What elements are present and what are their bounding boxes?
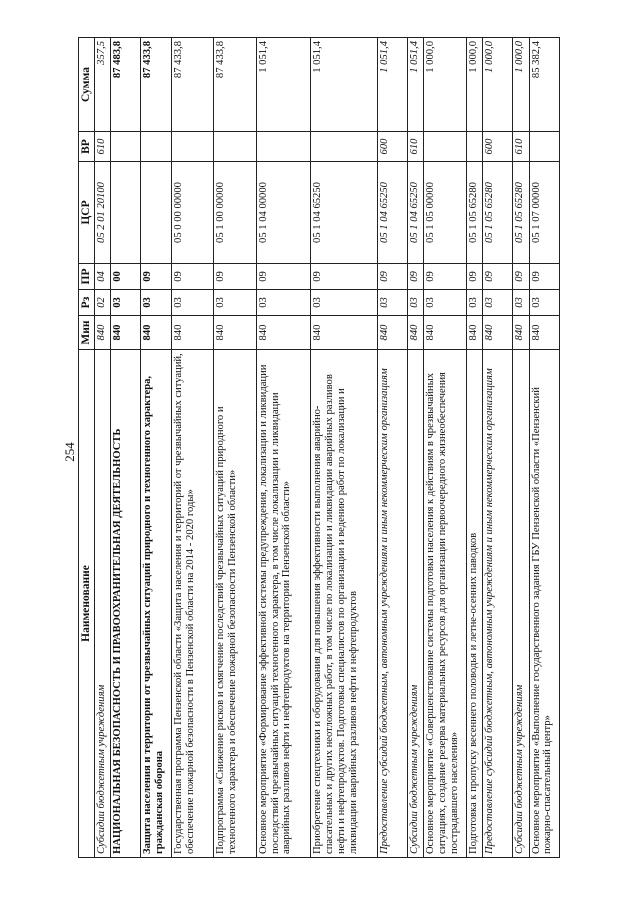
table-row — [424, 38, 466, 858]
cell-pr: 09 — [408, 264, 424, 290]
table-row — [256, 38, 311, 858]
cell-name: Субсидии бюджетным учреждениям — [95, 350, 111, 858]
cell-csr: 05 1 04 65250 — [311, 162, 378, 264]
cell-csr — [141, 162, 171, 264]
cell-vr — [256, 132, 311, 162]
cell-sum: 1 000,0 — [424, 38, 466, 132]
rotated-page-content — [78, 38, 560, 858]
cell-min: 840 — [513, 316, 529, 350]
cell-csr: 05 1 05 65280 — [513, 162, 529, 264]
cell-rz: 03 — [256, 290, 311, 316]
table-row — [311, 38, 378, 858]
header-pr: ПР — [79, 264, 95, 290]
cell-vr — [466, 132, 482, 162]
cell-sum: 357,5 — [95, 38, 111, 132]
cell-csr: 05 1 04 65250 — [408, 162, 424, 264]
header-rz: Рз — [79, 290, 95, 316]
cell-pr: 04 — [95, 264, 111, 290]
cell-csr: 05 1 05 65280 — [466, 162, 482, 264]
cell-name: Субсидии бюджетным учреждениям — [408, 350, 424, 858]
cell-min: 840 — [311, 316, 378, 350]
cell-sum: 85 382,4 — [529, 38, 559, 132]
cell-min: 840 — [377, 316, 407, 350]
table-row — [171, 38, 213, 858]
page-number: 254 — [62, 442, 77, 462]
table-row — [377, 38, 407, 858]
cell-csr: 05 1 05 00000 — [424, 162, 466, 264]
cell-vr — [141, 132, 171, 162]
cell-rz: 02 — [95, 290, 111, 316]
cell-rz: 03 — [408, 290, 424, 316]
cell-min: 840 — [466, 316, 482, 350]
cell-rz: 03 — [483, 290, 513, 316]
table-row — [95, 38, 111, 858]
cell-sum: 1 051,4 — [311, 38, 378, 132]
cell-min: 840 — [111, 316, 141, 350]
header-name: Наименование — [79, 350, 95, 858]
header-sum: Сумма — [79, 38, 95, 132]
cell-rz: 03 — [377, 290, 407, 316]
cell-min: 840 — [214, 316, 256, 350]
cell-csr: 05 1 07 00000 — [529, 162, 559, 264]
header-vr: ВР — [79, 132, 95, 162]
cell-min: 840 — [424, 316, 466, 350]
cell-pr: 09 — [214, 264, 256, 290]
cell-min: 840 — [171, 316, 213, 350]
cell-name: Основное мероприятие «Совершенствование системы подготовки населения к действиям в чрезвычайных ситуациях, создание резерва материальных ресурсов для организации первоочередного жизнеобеспечения пострадавшего населения» — [424, 350, 466, 858]
cell-vr: 610 — [408, 132, 424, 162]
cell-pr: 09 — [483, 264, 513, 290]
cell-sum: 1 051,4 — [256, 38, 311, 132]
table-row — [141, 38, 171, 858]
cell-pr: 09 — [171, 264, 213, 290]
cell-vr — [529, 132, 559, 162]
cell-vr — [171, 132, 213, 162]
cell-name: Предоставление субсидий бюджетным, автономным учреждениям и иным некоммерческим организациям — [377, 350, 407, 858]
cell-sum: 1 051,4 — [408, 38, 424, 132]
cell-vr — [424, 132, 466, 162]
cell-name: Основное мероприятие «Формирование эффективной системы предупреждения, локализации и ликвидации последствий чрезвычайных ситуаций техногенного характера, в том числе локализации и ликвидации аварийных разливов нефти и нефтепродуктов на территории Пензенской области» — [256, 350, 311, 858]
cell-name: Подпрограмма «Снижение рисков и смягчение последствий чрезвычайных ситуаций природного и техногенного характера и обеспечение пожарной безопасности Пензенской области» — [214, 350, 256, 858]
cell-pr: 09 — [256, 264, 311, 290]
budget-table — [78, 37, 560, 858]
cell-min: 840 — [483, 316, 513, 350]
cell-vr: 610 — [513, 132, 529, 162]
cell-pr: 09 — [311, 264, 378, 290]
table-row — [466, 38, 482, 858]
cell-rz: 03 — [466, 290, 482, 316]
cell-sum: 87 483,8 — [111, 38, 141, 132]
cell-name: Субсидии бюджетным учреждениям — [513, 350, 529, 858]
table-row — [408, 38, 424, 858]
cell-min: 840 — [529, 316, 559, 350]
header-min: Мин — [79, 316, 95, 350]
cell-vr: 610 — [95, 132, 111, 162]
cell-rz: 03 — [111, 290, 141, 316]
cell-sum: 87 433,8 — [171, 38, 213, 132]
cell-csr: 05 1 05 65280 — [483, 162, 513, 264]
cell-csr: 05 2 01 20100 — [95, 162, 111, 264]
cell-sum: 87 433,8 — [141, 38, 171, 132]
cell-name: Защита населения и территории от чрезвычайных ситуаций природного и техногенного характера, гражданская оборона — [141, 350, 171, 858]
cell-min: 840 — [95, 316, 111, 350]
cell-name: Подготовка к пропуску весеннего половодья и летне-осенних паводков — [466, 350, 482, 858]
cell-vr — [311, 132, 378, 162]
table-row — [214, 38, 256, 858]
cell-rz: 03 — [171, 290, 213, 316]
cell-name: Государственная программа Пензенской области «Защита населения и территорий от чрезвычайных ситуаций, обеспечение пожарной безопасности в Пензенской области на 2014 - 2020 годы» — [171, 350, 213, 858]
cell-sum: 87 433,8 — [214, 38, 256, 132]
cell-rz: 03 — [424, 290, 466, 316]
cell-rz: 03 — [214, 290, 256, 316]
cell-name: Основное мероприятие «Выполнение государственного задания ГБУ Пензенской области «Пензенский пожарно-спасательный центр» — [529, 350, 559, 858]
cell-pr: 09 — [466, 264, 482, 290]
cell-min: 840 — [408, 316, 424, 350]
cell-csr: 05 1 04 00000 — [256, 162, 311, 264]
table-row — [529, 38, 559, 858]
cell-min: 840 — [256, 316, 311, 350]
table-row — [483, 38, 513, 858]
cell-rz: 03 — [311, 290, 378, 316]
cell-rz: 03 — [529, 290, 559, 316]
cell-csr: 05 1 00 00000 — [214, 162, 256, 264]
cell-pr: 09 — [141, 264, 171, 290]
cell-name: НАЦИОНАЛЬНАЯ БЕЗОПАСНОСТЬ И ПРАВООХРАНИТЕЛЬНАЯ ДЕЯТЕЛЬНОСТЬ — [111, 350, 141, 858]
cell-min: 840 — [141, 316, 171, 350]
cell-name: Приобретение спецтехники и оборудования для повышения эффективности выполнения аварийно-спасательных и других неотложных работ, в том числе по локализации и ликвидации аварийных разливов нефти и нефтепродуктов. Подготовка специалистов по организации и ведению работ по локализации и ликвидации аварийных разливов нефти и нефтепродуктов — [311, 350, 378, 858]
cell-pr: 09 — [513, 264, 529, 290]
table-header-row — [79, 38, 95, 858]
cell-sum: 1 000,0 — [483, 38, 513, 132]
cell-vr: 600 — [377, 132, 407, 162]
cell-sum: 1 000,0 — [513, 38, 529, 132]
header-csr: ЦСР — [79, 162, 95, 264]
cell-csr: 05 1 04 65250 — [377, 162, 407, 264]
cell-csr — [111, 162, 141, 264]
table-row — [111, 38, 141, 858]
table-row — [513, 38, 529, 858]
cell-vr: 600 — [483, 132, 513, 162]
cell-name: Предоставление субсидий бюджетным, автономным учреждениям и иным некоммерческим организациям — [483, 350, 513, 858]
cell-pr: 09 — [529, 264, 559, 290]
cell-pr: 09 — [377, 264, 407, 290]
cell-rz: 03 — [141, 290, 171, 316]
cell-sum: 1 000,0 — [466, 38, 482, 132]
cell-rz: 03 — [513, 290, 529, 316]
cell-csr: 05 0 00 00000 — [171, 162, 213, 264]
cell-pr: 00 — [111, 264, 141, 290]
cell-sum: 1 051,4 — [377, 38, 407, 132]
cell-vr — [214, 132, 256, 162]
cell-pr: 09 — [424, 264, 466, 290]
cell-vr — [111, 132, 141, 162]
